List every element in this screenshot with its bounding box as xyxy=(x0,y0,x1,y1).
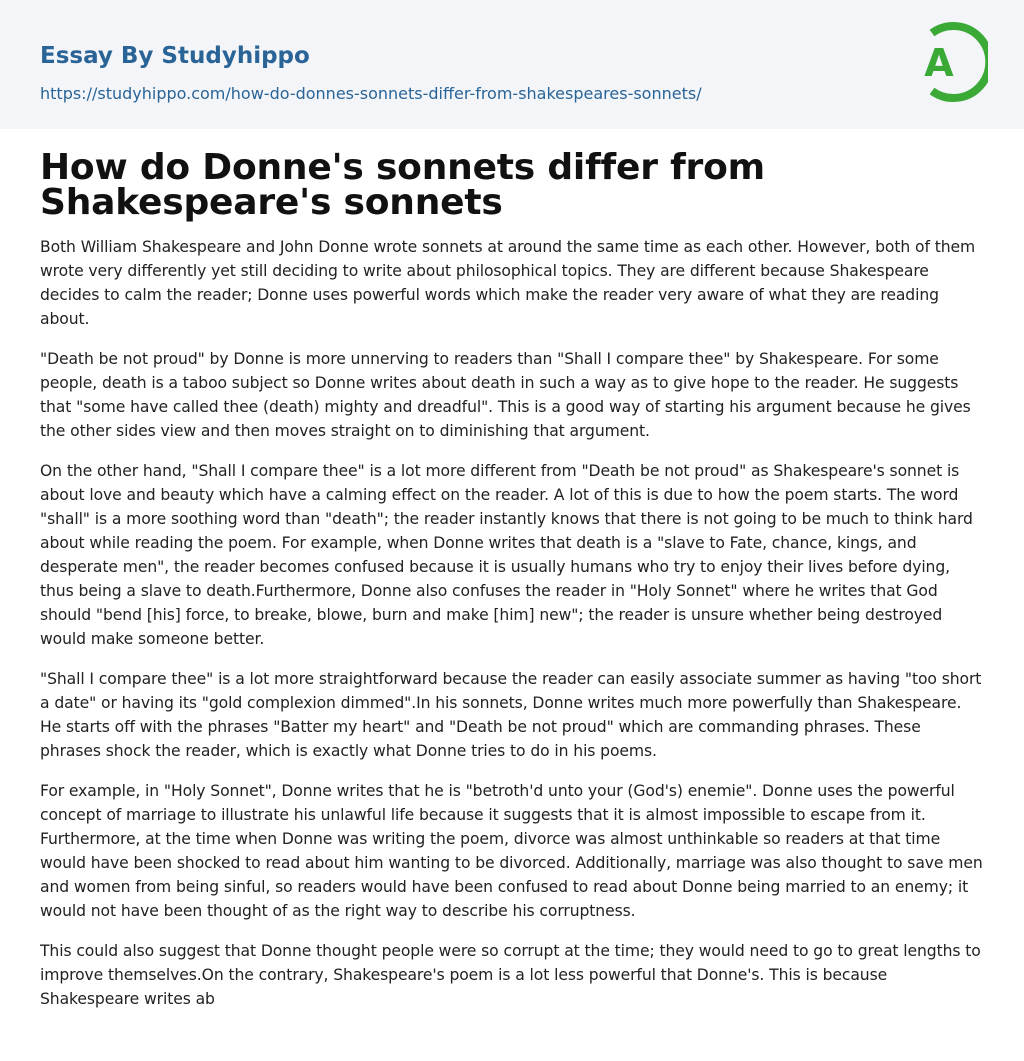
brand-title[interactable]: Essay By Studyhippo xyxy=(40,43,310,69)
article-paragraph-6: This could also suggest that Donne thought people were so corrupt at the time; they would need to go to great lengths to improve themselves.On the contrary, Shakespeare's poem is a lot less powerful that Donne's. This is because Shakespeare writes ab xyxy=(40,942,981,1008)
article-paragraph-4: "Shall I compare thee" is a lot more straightforward because the reader can easily associate summer as having "too short a date" or having its "gold complexion dimmed".In his sonnets, Donne writes much more powerfully than Shakespeare. He starts off with the phrases "Batter my heart" and "Death be not proud" which are commanding phrases. These phrases shock the reader, which is exactly what Donne tries to do in his poems. xyxy=(40,670,982,760)
article xyxy=(40,147,986,1027)
article-title: How do Donne's sonnets differ from Shakespeare's sonnets xyxy=(40,147,765,223)
site-header xyxy=(0,0,1024,129)
logo-letter: A xyxy=(924,41,954,85)
studyhippo-logo-icon[interactable] xyxy=(912,18,988,106)
article-paragraph-5: For example, in "Holy Sonnet", Donne writes that he is "betroth'd unto your (God's) enemie". Donne uses the powerful concept of marriage to illustrate his unlawful life because it suggests that it is almost impossible to escape from it. Furthermore, at the time when Donne was writing the poem, divorce was almost unthinkable so readers at that time would have been shocked to read about him wanting to be divorced. Additionally, marriage was also thought to save men and women from being sinful, so readers would have been confused to read about Donne being married to an enemy; it would not have been thought of as the right way to describe his corruptness. xyxy=(40,782,983,920)
page-url-link[interactable]: https://studyhippo.com/how-do-donnes-sonnets-differ-from-shakespeares-sonnets/ xyxy=(40,84,702,103)
article-paragraph-3: On the other hand, "Shall I compare thee" is a lot more different from "Death be not proud" as Shakespeare's sonnet is about love and beauty which have a calming effect on the reader. A lot of this is due to how the poem starts. The word "shall" is a more soothing word than "death"; the reader instantly knows that there is not going to be much to think hard about while reading the poem. For example, when Donne writes that death is a "slave to Fate, chance, kings, and desperate men", the reader becomes confused because it is usually humans who try to enjoy their lives before dying, thus being a slave to death.Furthermore, Donne also confuses the reader in "Holy Sonnet" where he writes that God should "bend [his] force, to breake, blowe, burn and make [him] new"; the reader is unsure whether being destroyed would make someone better. xyxy=(40,462,973,648)
article-paragraph-2: "Death be not proud" by Donne is more unnerving to readers than "Shall I compare thee" by Shakespeare. For some people, death is a taboo subject so Donne writes about death in such a way as to give hope to the reader. He suggests that "some have called thee (death) mighty and dreadful". This is a good way of starting his argument because he gives the other sides view and then moves straight on to diminishing that argument. xyxy=(40,350,971,440)
article-paragraph-1: Both William Shakespeare and John Donne wrote sonnets at around the same time as each other. However, both of them wrote very differently yet still deciding to write about philosophical topics. They are different because Shakespeare decides to calm the reader; Donne uses powerful words which make the reader very aware of what they are reading about. xyxy=(40,238,976,328)
